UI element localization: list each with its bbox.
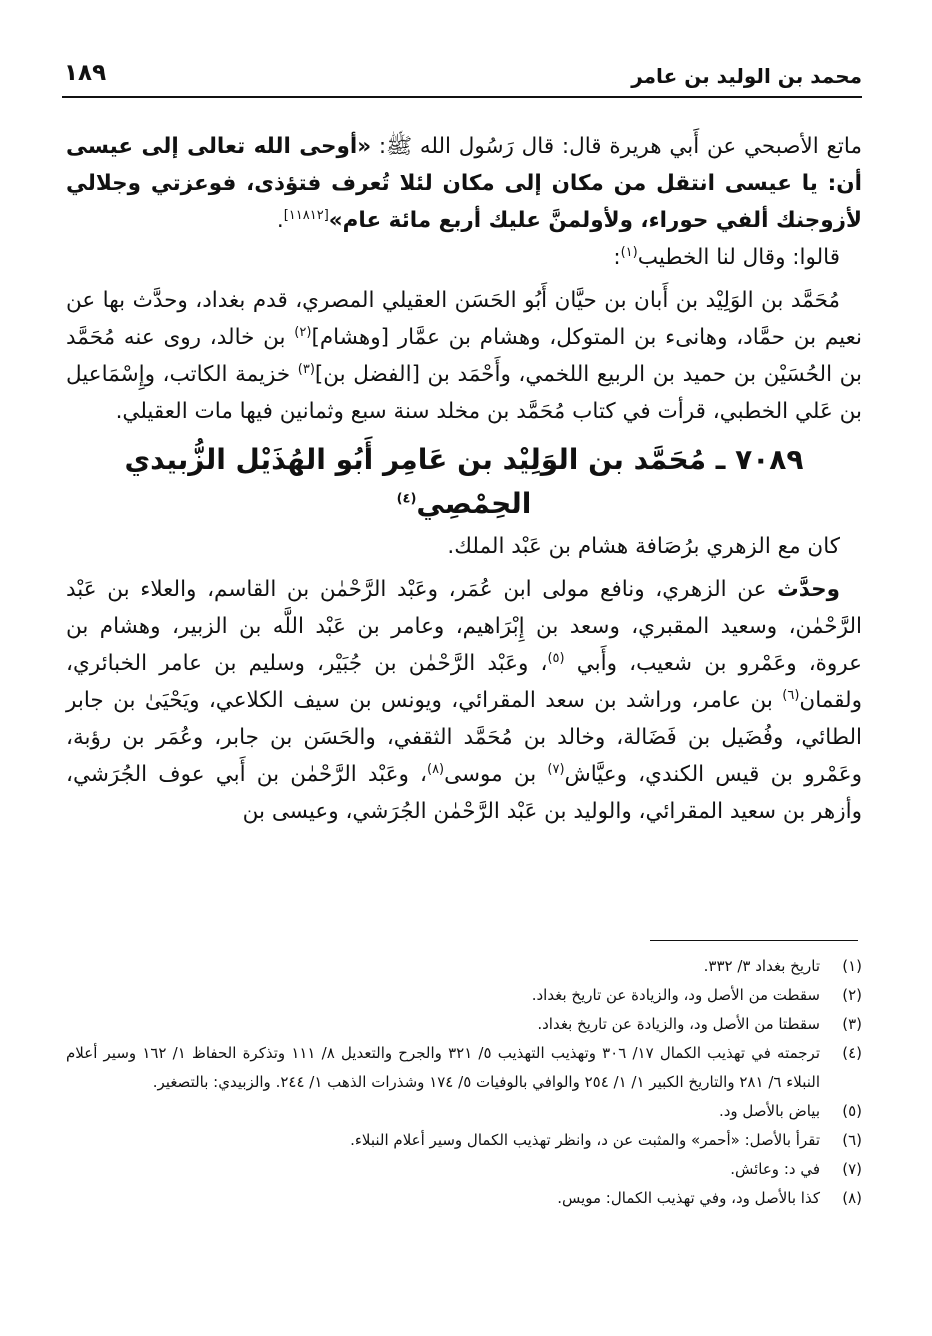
footnote-number: (٤) [842,1044,862,1062]
footnote-ref-8: (٨) [426,761,445,777]
khatib-intro-end: : [613,245,621,270]
footnotes [66,952,862,1213]
biography-paragraph-uqayli [66,282,862,430]
footnote-number: (٣) [842,1015,862,1033]
footnote-separator [650,940,858,941]
entry-heading [66,438,862,526]
page-number: ١٨٩ [64,60,107,86]
footnote-text: تقرأ بالأصل: «أحمر» والمثبت عن د، وانظر تهذيب الكمال وسير أعلام النبلاء. [350,1131,820,1149]
footnote-text: بياض بالأصل ود. [718,1102,820,1120]
footnote-ref-6: (٦) [782,687,800,703]
footnote-ref-2: (٢) [294,324,312,340]
footnote [66,1155,862,1184]
hadith-lead: ماتع الأصبحي عن أَبي هريرة قال: قال رَسُول الله ﷺ: [371,134,862,159]
khatib-intro [66,239,862,276]
hadith-reference: [١١٨١٢] [283,207,329,223]
footnote-ref-1: (١) [620,244,638,260]
running-title: محمد بن الوليد بن عامر [631,64,862,88]
footnote [66,952,862,981]
footnote [66,981,862,1010]
footnote-number: (٥) [842,1102,862,1120]
footnote-number: (٧) [842,1160,862,1178]
footnote-ref-3: (٣) [297,361,315,377]
footnote [66,1039,862,1097]
narrators-part-e: ، وعَبْد الرَّحْمٰن بن أَبي عوف الجُرَشي، وأزهر بن سعيد المقرائي، والوليد بن عَبْد الرَّحْمٰن الجُرَشي، وعيسى بن [66,762,862,824]
page-header [62,56,862,98]
footnote [66,1010,862,1039]
footnote [66,1184,862,1213]
footnote-number: (٨) [842,1189,862,1207]
entry-title: ٧٠٨٩ ـ مُحَمَّد بن الوَلِيْد بن عَامِر أَبُو الهُذَيْل الزُّبيدي الحِمْصِي [124,443,804,520]
hadith-quote: «أوحى الله تعالى إلى عيسى أن: يا عيسى انتقل من مكان إلى مكان لئلا تُعرف فتؤذى، فوعزتي وجلالي لأزوجنك ألفي حوراء، ولأولمنَّ عليك أربع مائة عام» [66,134,862,233]
footnote-ref-5: (٥) [547,650,565,666]
narrators-lead: وحدَّث [777,577,840,602]
footnote-text: كذا بالأصل ود، وفي تهذيب الكمال: مويس. [557,1189,820,1207]
narrators-part-a: عن الزهري، ونافع مولى ابن عُمَر، وعَبْد الرَّحْمٰن بن القاسم، والعلاء بن عَبْد الرَّحْمٰن، وسعيد المقبري، وسعد بن إِبْرَاهيم، وعامر بن عَبْد اللَّه بن الزبير، وهشام بن عروة، وعَمْرو بن شعيب، وأَبي [66,577,862,676]
footnote [66,1126,862,1155]
footnote-text: سقطت من الأصل ود، والزيادة عن تاريخ بغداد. [531,986,820,1004]
rusafa-paragraph [66,528,862,565]
bio-uqayli-part-b: بن خالد، روى عنه مُحَمَّد بن الحُسَيْن بن حميد بن الربيع اللخمي، وأَحْمَد بن [الفضل بن] [66,325,862,387]
narrators-paragraph [66,571,862,830]
main-text [66,128,862,830]
footnote-text: سقطتا من الأصل ود، والزيادة عن تاريخ بغداد. [537,1015,820,1033]
narrators-part-b: ، وعَبْد الرَّحْمٰن بن جُبَيْر، وسليم بن عامر الخبائري، ولقمان [66,651,862,713]
footnote-ref-7: (٧) [547,761,565,777]
footnote-number: (٢) [842,986,862,1004]
footnote-text: ترجمته في تهذيب الكمال ١٧/ ٣٠٦ وتهذيب التهذيب ٥/ ٣٢١ والجرح والتعديل ٨/ ١١١ وتذكرة الحفاظ ١/ ١٦٢ وسير أعلام النبلاء ٦/ ٢٨١ والتاريخ الكبير ١/ ١/ ٢٥٤ والوافي بالوفيات ٥/ ١٧٤ وشذرات الذهب ١/ ٢٤٤. والزبيدي: بالتصغير. [66,1044,820,1091]
footnote-text: في د: وعائش. [730,1160,820,1178]
footnote-number: (٦) [842,1131,862,1149]
hadith-end: . [276,208,284,233]
bio-uqayli-part-c: خزيمة الكاتب، وإِسْمَاعيل بن عَلي الخطبي، قرأت في كتاب مُحَمَّد بن مخلد سنة سبع وثمانين فيها مات العقيلي. [66,362,862,424]
footnote-text: تاريخ بغداد ٣/ ٣٣٢. [703,957,820,975]
bio-uqayli-part-a: مُحَمَّد بن الوَلِيْد بن أَبان بن حيَّان أَبُو الحَسَن العقيلي المصري، قدم بغداد، وحدَّث بها عن نعيم بن حمَّاد، وهانىء بن المتوكل، وهشام بن عمَّار [وهشام] [66,288,863,350]
narrators-part-c: بن عامر، وراشد بن سعد المقرائي، ويونس بن سيف الكلاعي، ويَحْيَىٰ بن جابر الطائي، وفُضَيل بن فَضَالة، وخالد بن مُحَمَّد الثقفي، والحَسَن بن جابر، وعُمَر بن رؤبة، وعَمْرو بن قيس الكندي، وعيَّاش [66,688,863,787]
footnote [66,1097,862,1126]
narrators-part-d: بن موسى [444,762,548,787]
footnote-number: (١) [842,957,862,975]
footnote-ref-4: (٤) [396,491,417,507]
hadith-paragraph [66,128,862,239]
rusafa-text: كان مع الزهري برُصَافة هشام بن عَبْد الملك. [447,534,840,559]
khatib-intro-text: قالوا: وقال لنا الخطيب [637,245,840,270]
